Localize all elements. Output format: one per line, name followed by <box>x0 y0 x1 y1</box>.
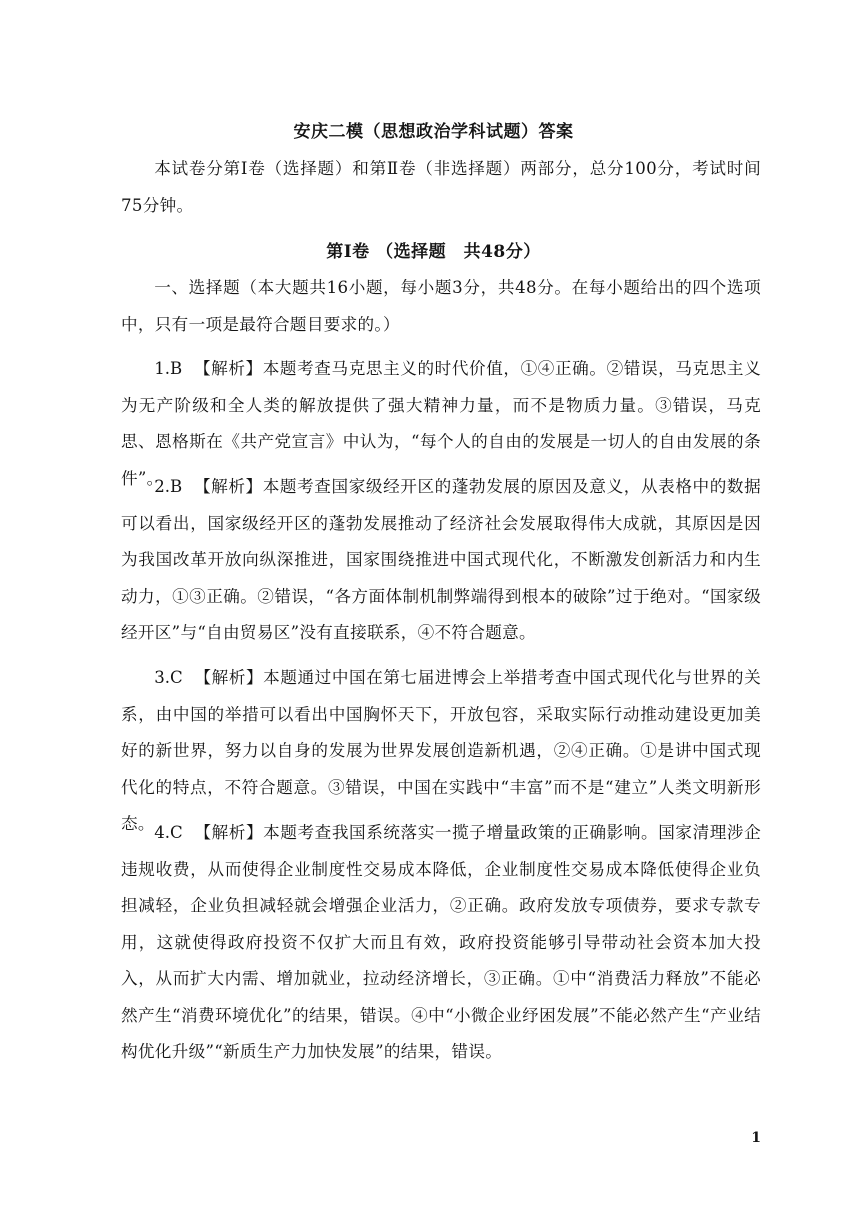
answer-text: 【解析】本题通过中国在第七届进博会上举措考查中国式现代化与世界的关系，由中国的举措可以看出中国胸怀天下，开放包容，采取实际行动推动建设更加美好的新世界，努力以自身的发展为世界发展创造新机遇，②④正确。①是讲中国式现代化的特点，不符合题意。③错误，中国在实践中“丰富”而不是“建立”人类文明新形态。 <box>121 668 761 833</box>
answer-number: 1.B <box>154 359 183 378</box>
answer-paragraph-2 <box>121 469 761 652</box>
answer-text: 【解析】本题考查马克思主义的时代价值，①④正确。②错误，马克思主义为无产阶级和全人类的解放提供了强大精神力量，而不是物质力量。③错误，马克思、恩格斯在《共产党宣言》中认为，“每个人的自由的发展是一切人的自由发展的条件”。 <box>121 359 761 488</box>
document-title: 安庆二模（思想政治学科试题）答案 <box>293 122 574 142</box>
answer-number: 4.C <box>154 823 183 842</box>
answer-text: 【解析】本题考查国家级经开区的蓬勃发展的原因及意义，从表格中的数据可以看出，国家级经开区的蓬勃发展推动了经济社会发展取得伟大成就，其原因是因为我国改革开放向纵深推进，国家围绕推进中国式现代化，不断激发创新活力和内生动力，①③正确。②错误，“各方面体制机制弊端得到根本的破除”过于绝对。“国家级经开区”与“自由贸易区”没有直接联系，④不符合题意。 <box>121 477 761 642</box>
section-title: 第Ⅰ卷 （选择题 共48分） <box>326 242 541 262</box>
answer-number: 2.B <box>154 477 183 496</box>
answer-text: 【解析】本题考查我国系统落实一揽子增量政策的正确影响。国家清理涉企违规收费，从而使得企业制度性交易成本降低，企业制度性交易成本降低使得企业负担减轻，企业负担减轻就会增强企业活力，②正确。政府发放专项债券，要求专款专用，这就使得政府投资不仅扩大而且有效，政府投资能够引导带动社会资本加大投入，从而扩大内需、增加就业，拉动经济增长，③正确。①中“消费活力释放”不能必然产生“消费环境优化”的结果，错误。④中“小微企业纾困发展”不能必然产生“产业结构优化升级”“新质生产力加快发展”的结果，错误。 <box>121 823 761 1061</box>
question-instructions: 一、选择题（本大题共16小题，每小题3分，共48分。在每小题给出的四个选项中，只有一项是最符合题目要求的。） <box>121 278 761 334</box>
answer-number: 3.C <box>154 668 183 687</box>
page-number: 1 <box>751 1130 761 1146</box>
answer-paragraph-4 <box>121 815 761 1071</box>
intro-paragraph: 本试卷分第Ⅰ卷（选择题）和第Ⅱ卷（非选择题）两部分，总分100分，考试时间75分钟。 <box>121 159 761 215</box>
